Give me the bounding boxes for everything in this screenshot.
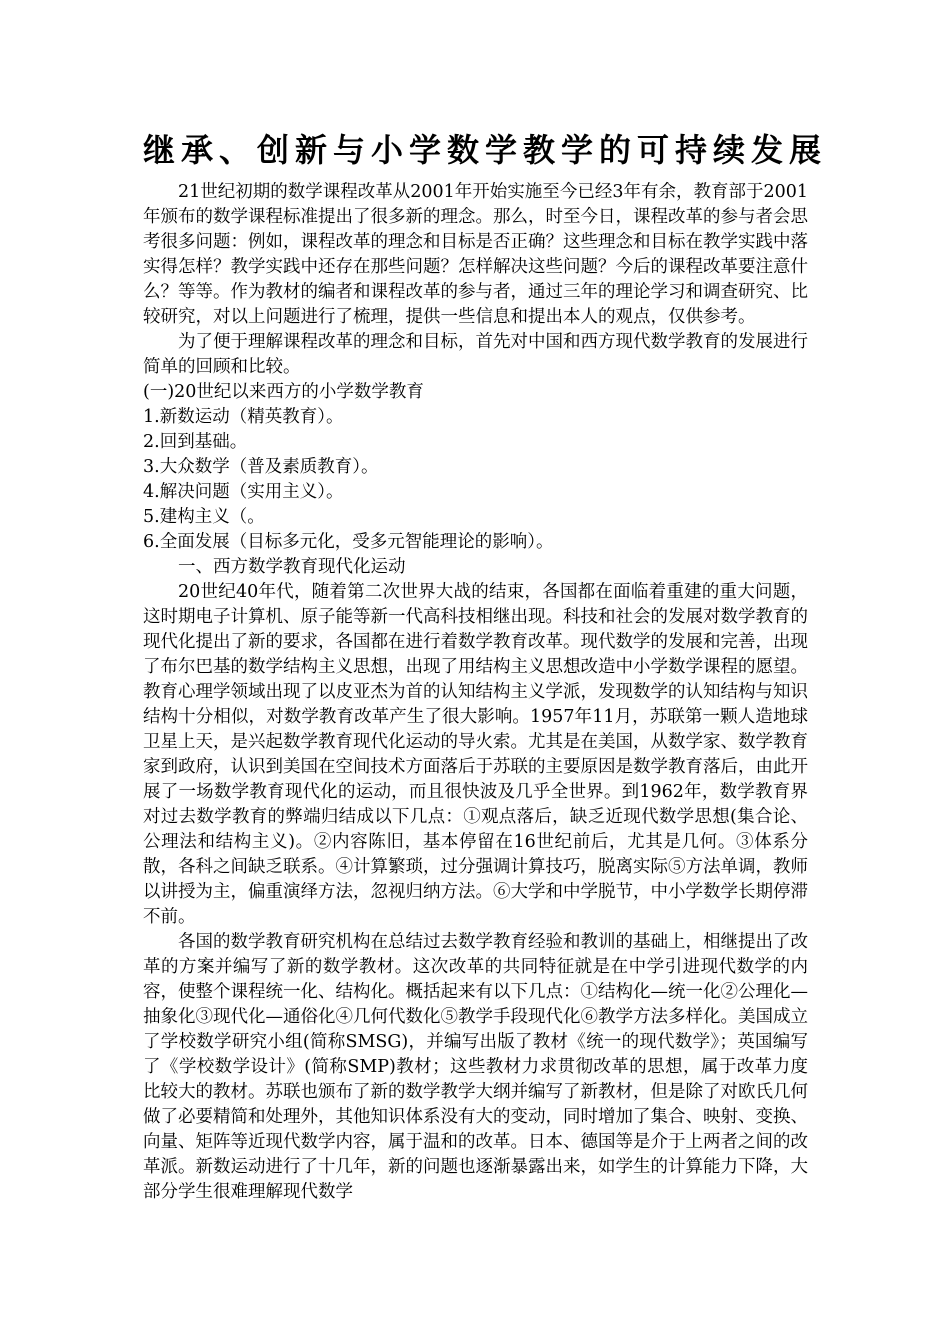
intro-paragraph-1: 21世纪初期的数学课程改革从2001年开始实施至今已经3年有余，教育部于2001年颁布的数学课程标准提出了很多新的理念。那么，时至今日，课程改革的参与者会思考很多问题：例如，课程改革的理念和目标是否正确？这些理念和目标在教学实践中落实得怎样？教学实践中还存在那些问题？怎样解决这些问题？今后的课程改革要注意什么？等等。作为教材的编者和课程改革的参与者，通过三年的理论学习和调查研究、比较研究，对以上问题进行了梳理，提供一些信息和提出本人的观点，仅供参考。 <box>143 182 808 327</box>
outline-item: 3.大众数学（普及素质教育）。 <box>143 457 379 477</box>
body-paragraph-1: 20世纪40年代，随着第二次世界大战的结束，各国都在面临着重建的重大问题，这时期电子计算机、原子能等新一代高科技相继出现。科技和社会的发展对数学教育的现代化提出了新的要求，各国都在进行着数学教育改革。现代数学的发展和完善，出现了布尔巴基的数学结构主义思想，出现了用结构主义思想改造中小学数学课程的愿望。教育心理学领域出现了以皮亚杰为首的认知结构主义学派，发现数学的认知结构与知识结构十分相似，对数学教育改革产生了很大影响。1957年11月，苏联第一颗人造地球卫星上天，是兴起数学教育现代化运动的导火索。尤其是在美国，从数学家、数学教育家到政府，认识到美国在空间技术方面落后于苏联的主要原因是数学教育落后，由此开展了一场数学教育现代化的运动，而且很快波及几乎全世界。到1962年，数学教育界对过去数学教育的弊端归结成以下几点：①观点落后，缺乏近现代数学思想(集合论、公理法和结构主义)。②内容陈旧，基本停留在16世纪前后，尤其是几何。③体系分散，各科之间缺乏联系。④计算繁琐，过分强调计算技巧，脱离实际⑤方法单调，教师以讲授为主，偏重演绎方法，忽视归纳方法。⑥大学和中学脱节，中小学数学长期停滞不前。 <box>143 582 808 927</box>
document-body <box>143 128 828 1205</box>
document-title: 继承、创新与小学数学教学的可持续发展 <box>143 131 828 169</box>
outline-item: 6.全面发展（目标多元化，受多元智能理论的影响）。 <box>143 532 554 552</box>
outline-heading: (一)20世纪以来西方的小学数学教育 <box>143 382 424 402</box>
outline-item: 4.解决问题（实用主义）。 <box>143 482 344 502</box>
body-paragraph-2: 各国的数学教育研究机构在总结过去数学教育经验和教训的基础上，相继提出了改革的方案并编写了新的数学教材。这次改革的共同特征就是在中学引进现代数学的内容，使整个课程统一化、结构化。概括起来有以下几点：①结构化—统一化②公理化—抽象化③现代化—通俗化④几何代数化⑤教学手段现代化⑥教学方法多样化。美国成立了学校数学研究小组(简称SMSG)，并编写出版了教材《统一的现代数学》；英国编写了《学校数学设计》(简称SMP)教材；这些教材力求贯彻改革的思想，属于改革力度比较大的教材。苏联也颁布了新的数学教学大纲并编写了新教材，但是除了对欧氏几何做了必要精简和处理外，其他知识体系没有大的变动，同时增加了集合、映射、变换、向量、矩阵等近现代数学内容，属于温和的改革。日本、德国等是介于上两者之间的改革派。新数运动进行了十几年，新的问题也逐渐暴露出来，如学生的计算能力下降，大部分学生很难理解现代数学 <box>143 932 808 1202</box>
intro-paragraph-2: 为了便于理解课程改革的理念和目标，首先对中国和西方现代数学教育的发展进行简单的回顾和比较。 <box>143 332 808 377</box>
outline-item: 2.回到基础。 <box>143 432 248 452</box>
section-heading: 一、西方数学教育现代化运动 <box>178 557 406 577</box>
outline-item: 1.新数运动（精英教育）。 <box>143 407 344 427</box>
outline-item: 5.建构主义（。 <box>143 507 265 527</box>
